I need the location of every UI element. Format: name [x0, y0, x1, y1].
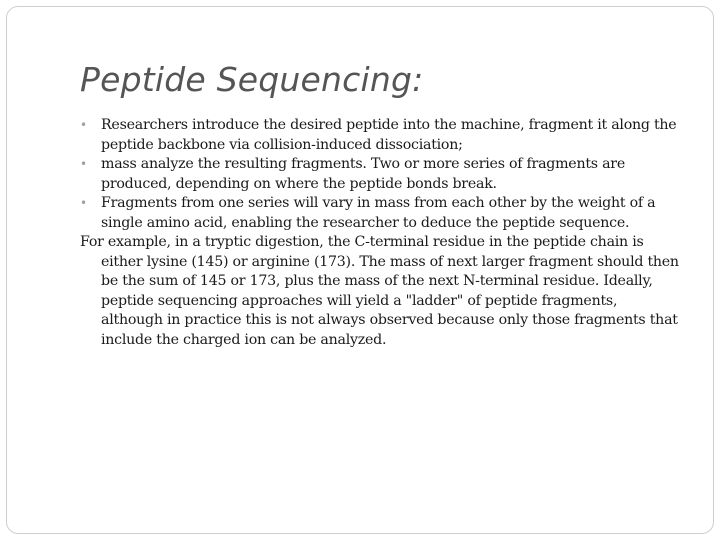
- slide-content: [80, 116, 680, 350]
- example-paragraph: For example, in a tryptic digestion, the C-terminal residue in the peptide chain is either lysine (145) or arginine (173). The mass of next larger fragment should then be the sum of 145 or 173, plus the mass of the next N-terminal residue. Ideally, peptide sequencing approaches will yield a "ladder" of peptide fragments, although in practice this is not always observed because only those fragments that include the charged ion can be analyzed.: [80, 234, 679, 348]
- bullet-text: Researchers introduce the desired peptide into the machine, fragment it along the peptide backbone via collision-induced dissociation;: [101, 117, 677, 153]
- bullet-item: [80, 116, 680, 155]
- bullet-text: mass analyze the resulting fragments. Two or more series of fragments are produced, depending on where the peptide bonds break.: [101, 156, 625, 192]
- bullet-list: [80, 116, 680, 233]
- bullet-item: [80, 155, 680, 194]
- bullet-text: Fragments from one series will vary in mass from each other by the weight of a single amino acid, enabling the researcher to deduce the peptide sequence.: [101, 195, 656, 231]
- slide-title: Peptide Sequencing:: [80, 60, 424, 99]
- bullet-icon: •: [80, 157, 87, 171]
- bullet-item: [80, 194, 680, 233]
- bullet-icon: •: [80, 196, 87, 210]
- bullet-icon: •: [80, 118, 87, 132]
